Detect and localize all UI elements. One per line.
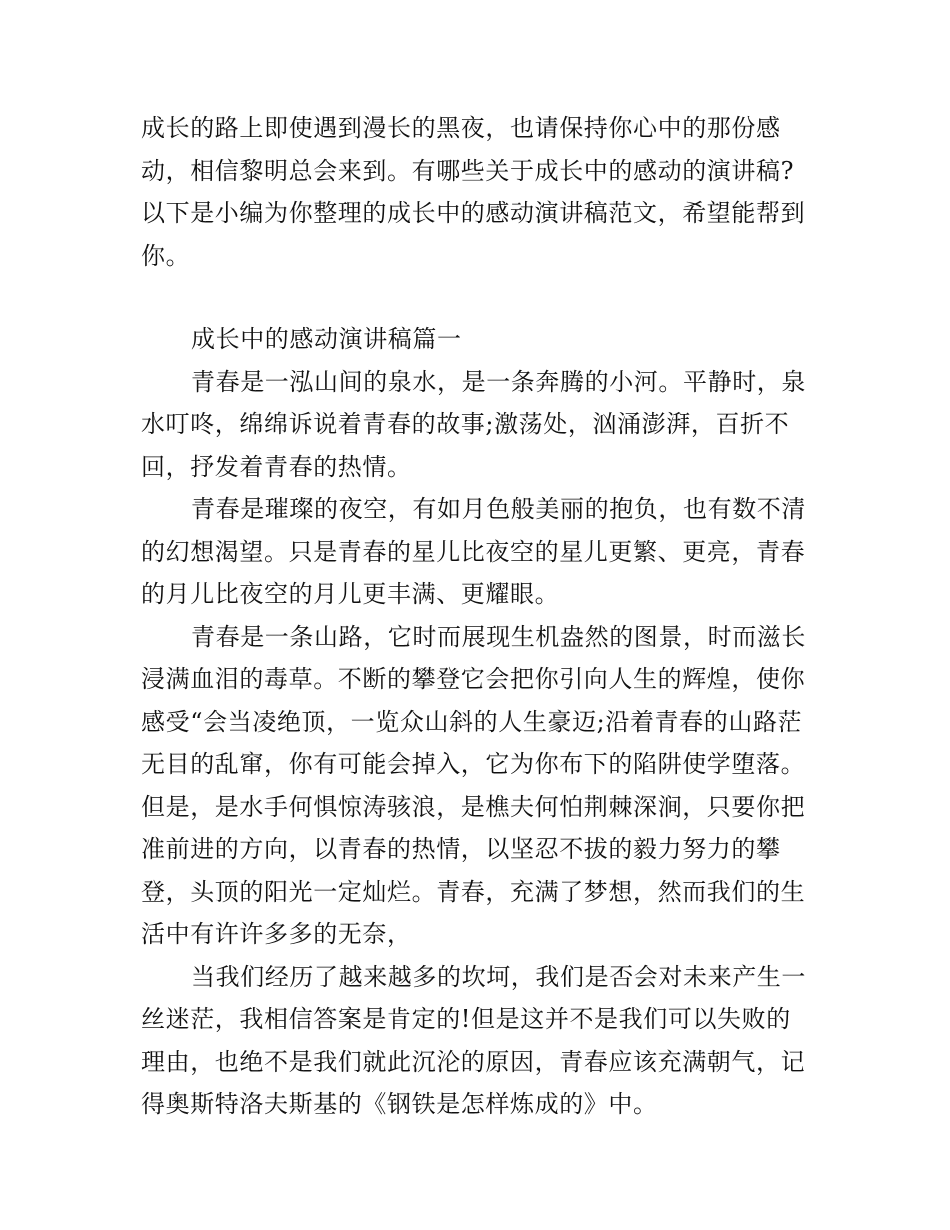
intro-paragraph: 成长的路上即使遇到漫长的黑夜，也请保持你心中的那份感动，相信黎明总会来到。有哪些关于成长中的感动的演讲稿?以下是小编为你整理的成长中的感动演讲稿范文，希望能帮到你。 [141,114,806,270]
body-paragraph-4: 当我们经历了越来越多的坎坷，我们是否会对未来产生一丝迷茫，我相信答案是肯定的!但是这并不是我们可以失败的理由，也绝不是我们就此沉沦的原因，青春应该充满朝气，记得奥斯特洛夫斯基的《钢铁是怎样炼成的》中。 [141,962,806,1118]
body-paragraph-2: 青春是璀璨的夜空，有如月色般美丽的抱负，也有数不清的幻想渴望。只是青春的星儿比夜空的星儿更繁、更亮，青春的月儿比夜空的月儿更丰满、更耀眼。 [141,495,806,608]
section-title: 成长中的感动演讲稿篇一 [191,325,462,353]
body-paragraph-3: 青春是一条山路，它时而展现生机盎然的图景，时而滋长浸满血泪的毒草。不断的攀登它会把你引向人生的辉煌，使你感受“会当凌绝顶，一览众山斜的人生豪迈;沿着青春的山路茫无目的乱窜，你有可能会掉入，它为你布下的陷阱使学堕落。但是，是水手何惧惊涛骇浪，是樵夫何怕荆棘深涧，只要你把准前进的方向，以青春的热情，以坚忍不拔的毅力努力的攀登，头顶的阳光一定灿烂。青春，充满了梦想，然而我们的生活中有许许多多的无奈， [141,622,806,948]
body-paragraph-1: 青春是一泓山间的泉水，是一条奔腾的小河。平静时，泉水叮咚，绵绵诉说着青春的故事;激荡处，汹涌澎湃，百折不回，抒发着青春的热情。 [141,367,806,481]
article-body [141,318,813,1126]
